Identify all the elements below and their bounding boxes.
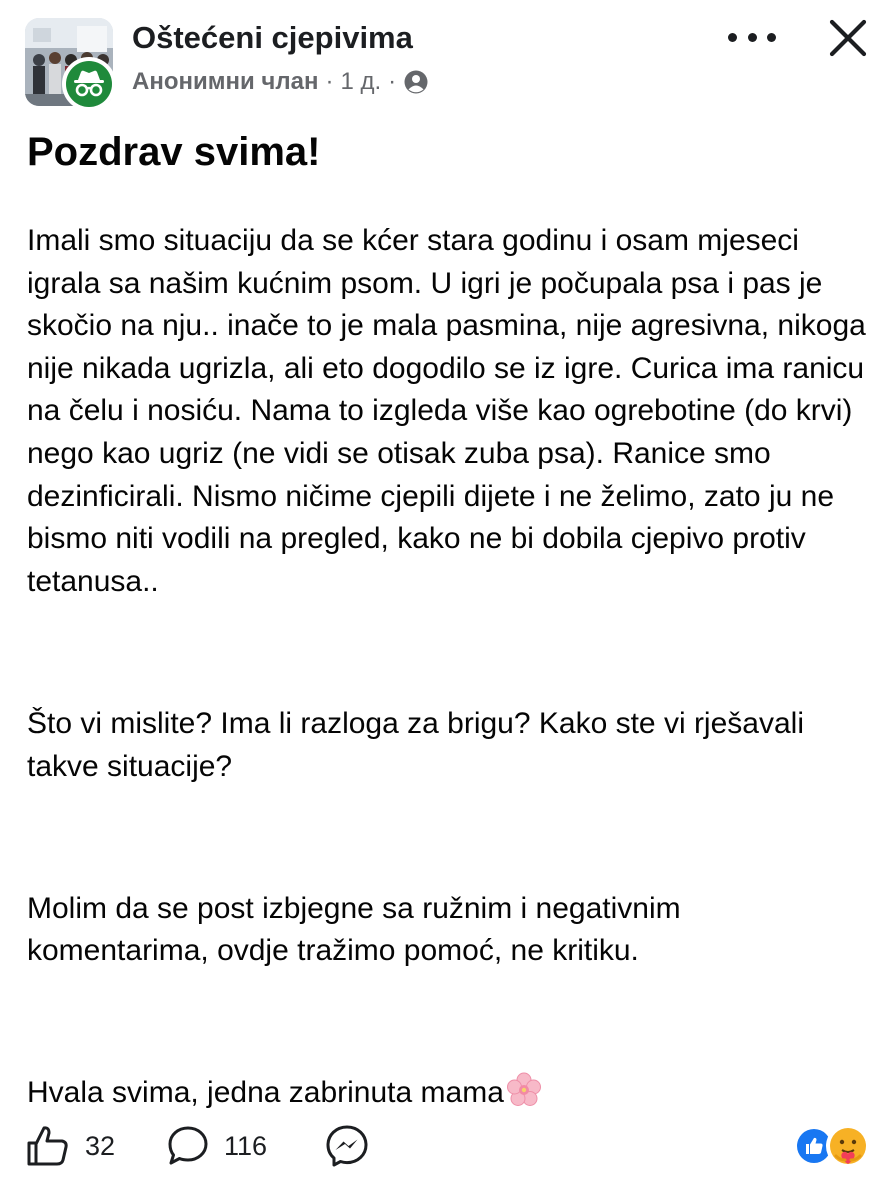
care-reaction-icon [826, 1124, 870, 1168]
post-time[interactable]: 1 д. [340, 68, 382, 95]
post-closing [27, 1072, 867, 1115]
post-meta [132, 68, 429, 96]
private-group-icon [403, 69, 429, 95]
post-paragraph: Imali smo situaciju da se kćer stara godinu i osam mjeseci igrala sa našim kućnim psom. U igri je počupala psa i pas je skočio na nju.. inače to je mala pasmina, nije agresivna, nikoga nije nikada ugrizla, ali eto dogodilo se iz igre. Curica ima ranicu na čelu i nosiću. Nama to izgleda više kao ogrebotine (do krvi) nego kao ugriz (ne vidi se otisak zuba psa). Ranice smo dezinficirali. Nismo ničime cjepili dijete i ne želimo, zato ju ne bismo niti vodili na pregled, kako ne bi dobila cjepivo protiv tetanusa.. [27, 224, 866, 598]
reactions-summary[interactable] [794, 1124, 870, 1168]
post-body [27, 220, 867, 1114]
messenger-icon [324, 1123, 370, 1169]
anonymous-member-badge [62, 57, 116, 111]
post-actions-bar [0, 1118, 889, 1178]
comment-bubble-icon [166, 1124, 210, 1168]
send-button[interactable] [324, 1118, 370, 1174]
post-title: Pozdrav svima! [27, 130, 321, 174]
meta-separator: · [388, 68, 397, 95]
comment-button[interactable] [166, 1118, 267, 1174]
like-button[interactable] [25, 1118, 115, 1174]
meta-separator: · [325, 68, 334, 95]
post-paragraph: Hvala svima, jedna zabrinuta mama [27, 1075, 504, 1109]
comment-count: 116 [224, 1130, 268, 1161]
close-icon[interactable] [826, 16, 870, 60]
post-paragraph: Što vi mislite? Ima li razloga za brigu? Kako ste vi rješavali takve situacije? [27, 707, 804, 783]
thumbs-up-icon [25, 1123, 71, 1169]
cherry-blossom-icon [506, 1072, 542, 1108]
author-name[interactable]: Анонимни члан [132, 68, 319, 95]
group-name[interactable]: Oštećeni cjepivima [132, 20, 413, 55]
like-count: 32 [85, 1130, 116, 1161]
post-paragraph: Molim da se post izbjegne sa ružnim i negativnim komentarima, ovdje tražimo pomoć, ne kritiku. [27, 891, 681, 968]
anonymous-spy-icon [72, 69, 106, 99]
more-options-icon[interactable] [728, 24, 776, 50]
post-header [0, 0, 889, 120]
